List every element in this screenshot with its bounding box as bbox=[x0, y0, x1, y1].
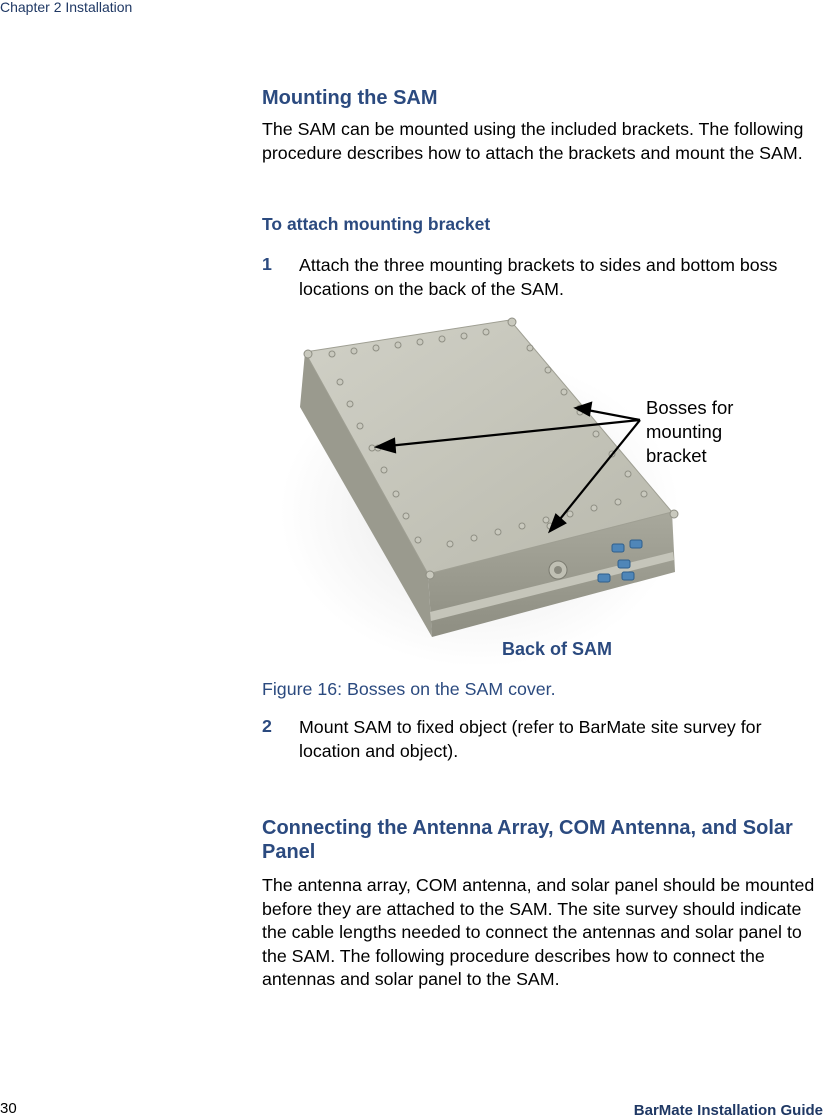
running-header: Chapter 2 Installation bbox=[0, 0, 133, 15]
procedure-title: To attach mounting bracket bbox=[262, 214, 491, 234]
section-title-connecting: Connecting the Antenna Array, COM Antenna, and Solar Panel bbox=[262, 817, 793, 863]
figure-callout: Bosses for mounting bracket bbox=[646, 397, 734, 466]
guide-title: BarMate Installation Guide bbox=[633, 1102, 823, 1119]
sam-box-illustration bbox=[280, 312, 760, 664]
step-2-text: Mount SAM to fixed object (refer to BarMate site survey for location and object). bbox=[299, 717, 762, 761]
page-number: 30 bbox=[0, 1100, 17, 1117]
step-1-number: 1 bbox=[262, 254, 272, 274]
section-title-mounting: Mounting the SAM bbox=[262, 87, 438, 109]
figure-inner-label: Back of SAM bbox=[502, 639, 613, 659]
section-intro: The SAM can be mounted using the included brackets. The following procedure describes how to attach the brackets and mount the SAM. bbox=[262, 119, 804, 163]
step-1-text: Attach the three mounting brackets to sides and bottom boss locations on the back of the SAM. bbox=[299, 255, 778, 299]
figure-sam-back bbox=[280, 312, 760, 664]
figure-caption: Figure 16: Bosses on the SAM cover. bbox=[262, 679, 556, 699]
section-body-connecting: The antenna array, COM antenna, and solar panel should be mounted before they are attached to the SAM. The site survey should indicate the cable lengths needed to connect the antennas and solar panel to the SAM. The following procedure describes how to connect the antennas and solar panel to the SAM. bbox=[262, 875, 815, 989]
step-2-number: 2 bbox=[262, 716, 272, 736]
